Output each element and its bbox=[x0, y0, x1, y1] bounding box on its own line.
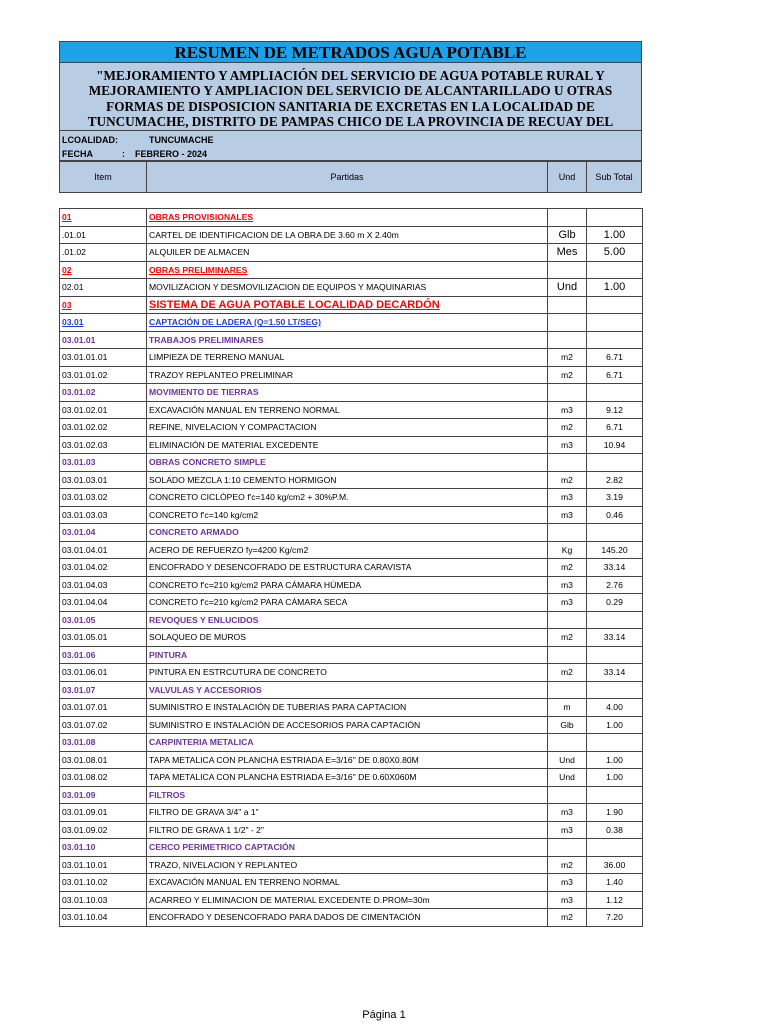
row-item: 03.01.03.02 bbox=[60, 489, 147, 507]
row-partida: TAPA METALICA CON PLANCHA ESTRIADA E=3/16" DE 0.60X060M bbox=[147, 769, 548, 787]
row-partida: TRAZO, NIVELACION Y REPLANTEO bbox=[147, 856, 548, 874]
row-und bbox=[548, 296, 587, 314]
row-subtotal: 7.20 bbox=[587, 909, 643, 927]
row-und bbox=[548, 331, 587, 349]
row-subtotal: 9.12 bbox=[587, 401, 643, 419]
row-und: m3 bbox=[548, 489, 587, 507]
row-und bbox=[548, 454, 587, 472]
row-item: 03.01.01 bbox=[60, 331, 147, 349]
row-item: 03.01.05 bbox=[60, 611, 147, 629]
table-row bbox=[60, 209, 643, 227]
row-und: m2 bbox=[548, 366, 587, 384]
row-subtotal: 0.38 bbox=[587, 821, 643, 839]
table-row bbox=[60, 909, 643, 927]
table-row bbox=[60, 716, 643, 734]
table-row bbox=[60, 506, 643, 524]
table-row bbox=[60, 541, 643, 559]
row-partida: FILTRO DE GRAVA 3/4" a 1" bbox=[147, 804, 548, 822]
table-row bbox=[60, 734, 643, 752]
table-row bbox=[60, 804, 643, 822]
row-subtotal: 1.00 bbox=[587, 751, 643, 769]
table-row bbox=[60, 664, 643, 682]
row-item: 01 bbox=[60, 209, 147, 227]
row-subtotal: 1.00 bbox=[587, 226, 643, 244]
table-row bbox=[60, 349, 643, 367]
row-item: 02 bbox=[60, 261, 147, 279]
row-item: 03.01.09.02 bbox=[60, 821, 147, 839]
row-subtotal: 6.71 bbox=[587, 366, 643, 384]
row-subtotal: 0.29 bbox=[587, 594, 643, 612]
row-und: m3 bbox=[548, 891, 587, 909]
row-partida: SISTEMA DE AGUA POTABLE LOCALIDAD DECARDÓN bbox=[147, 296, 548, 314]
row-partida: MOVILIZACION Y DESMOVILIZACION DE EQUIPOS Y MAQUINARIAS bbox=[147, 279, 548, 297]
row-und: m3 bbox=[548, 506, 587, 524]
table-row bbox=[60, 454, 643, 472]
row-und bbox=[548, 384, 587, 402]
row-und: m2 bbox=[548, 856, 587, 874]
row-subtotal bbox=[587, 331, 643, 349]
row-subtotal bbox=[587, 454, 643, 472]
row-partida: ALQUILER DE ALMACEN bbox=[147, 244, 548, 262]
row-und bbox=[548, 786, 587, 804]
row-und bbox=[548, 734, 587, 752]
row-item: 03.01.07.01 bbox=[60, 699, 147, 717]
row-partida: OBRAS CONCRETO SIMPLE bbox=[147, 454, 548, 472]
row-und bbox=[548, 646, 587, 664]
info-box bbox=[59, 131, 642, 161]
fecha-colon: : bbox=[122, 149, 125, 159]
table-row bbox=[60, 524, 643, 542]
row-und: m3 bbox=[548, 874, 587, 892]
table-row bbox=[60, 314, 643, 332]
header-partidas: Partidas bbox=[147, 162, 548, 192]
row-partida: EXCAVACIÓN MANUAL EN TERRENO NORMAL bbox=[147, 401, 548, 419]
row-partida: CERCO PERIMETRICO CAPTACIÓN bbox=[147, 839, 548, 857]
row-und: Glb bbox=[548, 226, 587, 244]
table-row bbox=[60, 839, 643, 857]
row-partida: FILTROS bbox=[147, 786, 548, 804]
row-und: m2 bbox=[548, 664, 587, 682]
document-title: RESUMEN DE METRADOS AGUA POTABLE bbox=[59, 41, 642, 63]
row-item: 03.01.02 bbox=[60, 384, 147, 402]
metrados-table bbox=[59, 208, 643, 927]
row-item: 03.01.02.03 bbox=[60, 436, 147, 454]
row-partida: CONCRETO f'c=140 kg/cm2 bbox=[147, 506, 548, 524]
row-item: 03.01.04.02 bbox=[60, 559, 147, 577]
row-item: 03.01.03.03 bbox=[60, 506, 147, 524]
row-partida: CAPTACIÓN DE LADERA (Q=1.50 LT/SEG) bbox=[147, 314, 548, 332]
table-row bbox=[60, 786, 643, 804]
row-item: .01.02 bbox=[60, 244, 147, 262]
row-und: m3 bbox=[548, 436, 587, 454]
table-header bbox=[59, 161, 642, 193]
row-item: 03.01.10 bbox=[60, 839, 147, 857]
row-partida: PINTURA bbox=[147, 646, 548, 664]
table-row bbox=[60, 489, 643, 507]
row-subtotal: 33.14 bbox=[587, 559, 643, 577]
row-partida: SUMINISTRO E INSTALACIÓN DE TUBERIAS PARA CAPTACION bbox=[147, 699, 548, 717]
table-row bbox=[60, 436, 643, 454]
row-subtotal bbox=[587, 839, 643, 857]
row-item: 03.01.06 bbox=[60, 646, 147, 664]
row-und: Und bbox=[548, 769, 587, 787]
row-partida: FILTRO DE GRAVA 1 1/2" - 2" bbox=[147, 821, 548, 839]
row-subtotal bbox=[587, 524, 643, 542]
localidad-label: LCOALIDAD: bbox=[62, 135, 118, 145]
row-subtotal: 1.90 bbox=[587, 804, 643, 822]
row-partida: SOLADO MEZCLA 1:10 CEMENTO HORMIGON bbox=[147, 471, 548, 489]
row-partida: TAPA METALICA CON PLANCHA ESTRIADA E=3/16" DE 0.80X0.80M bbox=[147, 751, 548, 769]
row-und: m3 bbox=[548, 594, 587, 612]
row-item: 03.01.06.01 bbox=[60, 664, 147, 682]
row-item: 02.01 bbox=[60, 279, 147, 297]
row-subtotal bbox=[587, 296, 643, 314]
table-row bbox=[60, 699, 643, 717]
row-partida: CONCRETO f'c=210 kg/cm2 PARA CÁMARA SECA bbox=[147, 594, 548, 612]
row-subtotal bbox=[587, 384, 643, 402]
row-item: 03.01.02.02 bbox=[60, 419, 147, 437]
row-item: 03.01.09.01 bbox=[60, 804, 147, 822]
row-subtotal: 2.76 bbox=[587, 576, 643, 594]
row-partida: CARPINTERIA METALICA bbox=[147, 734, 548, 752]
row-partida: ELIMINACIÓN DE MATERIAL EXCEDENTE bbox=[147, 436, 548, 454]
table-row bbox=[60, 629, 643, 647]
row-partida: OBRAS PRELIMINARES bbox=[147, 261, 548, 279]
table-row bbox=[60, 384, 643, 402]
row-item: 03.01.10.03 bbox=[60, 891, 147, 909]
row-item: 03 bbox=[60, 296, 147, 314]
row-und bbox=[548, 839, 587, 857]
table-row bbox=[60, 751, 643, 769]
fecha-value: FEBRERO - 2024 bbox=[135, 149, 208, 159]
row-subtotal: 3.19 bbox=[587, 489, 643, 507]
row-und: m2 bbox=[548, 559, 587, 577]
row-subtotal: 1.00 bbox=[587, 279, 643, 297]
fecha-label: FECHA bbox=[62, 149, 93, 159]
table-row bbox=[60, 419, 643, 437]
row-subtotal bbox=[587, 786, 643, 804]
row-item: 03.01 bbox=[60, 314, 147, 332]
table-row bbox=[60, 331, 643, 349]
table-row bbox=[60, 611, 643, 629]
row-partida: ACERO DE REFUERZO fy=4200 Kg/cm2 bbox=[147, 541, 548, 559]
row-partida: REVOQUES Y ENLUCIDOS bbox=[147, 611, 548, 629]
row-item: 03.01.08 bbox=[60, 734, 147, 752]
row-und bbox=[548, 524, 587, 542]
header-subtotal: Sub Total bbox=[595, 172, 633, 182]
row-und: m3 bbox=[548, 821, 587, 839]
row-item: 03.01.04.04 bbox=[60, 594, 147, 612]
row-und: m3 bbox=[548, 576, 587, 594]
table-row bbox=[60, 401, 643, 419]
header-und: Und bbox=[548, 162, 587, 192]
row-und: Und bbox=[548, 279, 587, 297]
table-row bbox=[60, 594, 643, 612]
row-partida: SUMINISTRO E INSTALACIÓN DE ACCESORIOS PARA CAPTACIÓN bbox=[147, 716, 548, 734]
row-item: 03.01.10.01 bbox=[60, 856, 147, 874]
table-row bbox=[60, 576, 643, 594]
row-partida: CONCRETO CICLÓPEO f'c=140 kg/cm2 + 30%P.M. bbox=[147, 489, 548, 507]
row-subtotal: 2.82 bbox=[587, 471, 643, 489]
row-item: 03.01.07 bbox=[60, 681, 147, 699]
row-subtotal: 10.94 bbox=[587, 436, 643, 454]
row-item: 03.01.10.02 bbox=[60, 874, 147, 892]
row-subtotal: 33.14 bbox=[587, 629, 643, 647]
row-item: 03.01.04.03 bbox=[60, 576, 147, 594]
row-subtotal: 145.20 bbox=[587, 541, 643, 559]
row-item: 03.01.04.01 bbox=[60, 541, 147, 559]
row-und: m2 bbox=[548, 471, 587, 489]
row-und bbox=[548, 314, 587, 332]
row-item: 03.01.01.01 bbox=[60, 349, 147, 367]
row-subtotal: 33.14 bbox=[587, 664, 643, 682]
row-subtotal: 6.71 bbox=[587, 349, 643, 367]
row-item: .01.01 bbox=[60, 226, 147, 244]
row-und: m bbox=[548, 699, 587, 717]
page-footer: Página 1 bbox=[362, 1009, 406, 1021]
row-item: 03.01.03 bbox=[60, 454, 147, 472]
row-und: m2 bbox=[548, 909, 587, 927]
table-row bbox=[60, 856, 643, 874]
row-und: Kg bbox=[548, 541, 587, 559]
row-und bbox=[548, 681, 587, 699]
row-item: 03.01.10.04 bbox=[60, 909, 147, 927]
row-item: 03.01.08.02 bbox=[60, 769, 147, 787]
row-und: m2 bbox=[548, 419, 587, 437]
row-partida: ENCOFRADO Y DESENCOFRADO DE ESTRUCTURA CARAVISTA bbox=[147, 559, 548, 577]
row-partida: CONCRETO ARMADO bbox=[147, 524, 548, 542]
row-und: Und bbox=[548, 751, 587, 769]
row-item: 03.01.09 bbox=[60, 786, 147, 804]
row-subtotal: 36.00 bbox=[587, 856, 643, 874]
table-row bbox=[60, 769, 643, 787]
row-subtotal: 1.00 bbox=[587, 769, 643, 787]
row-item: 03.01.03.01 bbox=[60, 471, 147, 489]
row-und bbox=[548, 209, 587, 227]
row-partida: CONCRETO f'c=210 kg/cm2 PARA CÁMARA HÚMEDA bbox=[147, 576, 548, 594]
row-partida: VALVULAS Y ACCESORIOS bbox=[147, 681, 548, 699]
row-subtotal: 0.46 bbox=[587, 506, 643, 524]
table-body bbox=[60, 209, 643, 927]
row-und: Mes bbox=[548, 244, 587, 262]
table-row bbox=[60, 471, 643, 489]
row-item: 03.01.08.01 bbox=[60, 751, 147, 769]
table-row bbox=[60, 296, 643, 314]
row-partida: MOVIMIENTO DE TIERRAS bbox=[147, 384, 548, 402]
row-item: 03.01.01.02 bbox=[60, 366, 147, 384]
row-item: 03.01.02.01 bbox=[60, 401, 147, 419]
table-row bbox=[60, 261, 643, 279]
table-row bbox=[60, 891, 643, 909]
row-partida: PINTURA EN ESTRCUTURA DE CONCRETO bbox=[147, 664, 548, 682]
header-item: Item bbox=[60, 162, 147, 192]
row-partida: SOLAQUEO DE MUROS bbox=[147, 629, 548, 647]
row-und: m3 bbox=[548, 804, 587, 822]
row-subtotal bbox=[587, 646, 643, 664]
row-subtotal: 1.00 bbox=[587, 716, 643, 734]
row-partida: ENCOFRADO Y DESENCOFRADO PARA DADOS DE CIMENTACIÓN bbox=[147, 909, 548, 927]
row-subtotal: 1.12 bbox=[587, 891, 643, 909]
row-subtotal bbox=[587, 611, 643, 629]
table-row bbox=[60, 821, 643, 839]
row-und bbox=[548, 611, 587, 629]
row-partida: OBRAS PROVISIONALES bbox=[147, 209, 548, 227]
table-row bbox=[60, 681, 643, 699]
row-partida: EXCAVACIÓN MANUAL EN TERRENO NORMAL bbox=[147, 874, 548, 892]
project-description: "MEJORAMIENTO Y AMPLIACIÓN DEL SERVICIO DE AGUA POTABLE RURAL Y MEJORAMIENTO Y AMPLIACION DEL SERVICIO DE ALCANTARILLADO U OTRAS FORMAS DE DISPOSICION SANITARIA DE EXCRETAS EN LA LOCALIDAD DE TUNCUMACHE, DISTRITO DE PAMPAS CHICO DE LA PROVINCIA DE RECUAY DEL bbox=[59, 63, 642, 131]
row-und bbox=[548, 261, 587, 279]
table-row bbox=[60, 646, 643, 664]
row-partida: LIMPIEZA DE TERRENO MANUAL bbox=[147, 349, 548, 367]
row-subtotal bbox=[587, 734, 643, 752]
table-row bbox=[60, 559, 643, 577]
row-subtotal: 6.71 bbox=[587, 419, 643, 437]
row-partida: TRABAJOS PRELIMINARES bbox=[147, 331, 548, 349]
row-subtotal: 1.40 bbox=[587, 874, 643, 892]
row-und: m2 bbox=[548, 349, 587, 367]
row-subtotal: 5.00 bbox=[587, 244, 643, 262]
row-partida: REFINE, NIVELACION Y COMPACTACION bbox=[147, 419, 548, 437]
table-row bbox=[60, 244, 643, 262]
row-und: m3 bbox=[548, 401, 587, 419]
row-subtotal bbox=[587, 681, 643, 699]
table-row bbox=[60, 366, 643, 384]
row-item: 03.01.07.02 bbox=[60, 716, 147, 734]
row-item: 03.01.04 bbox=[60, 524, 147, 542]
table-row bbox=[60, 279, 643, 297]
localidad-value: TUNCUMACHE bbox=[149, 135, 214, 145]
row-subtotal bbox=[587, 209, 643, 227]
row-partida: ACARREO Y ELIMINACION DE MATERIAL EXCEDENTE D.PROM=30m bbox=[147, 891, 548, 909]
row-und: m2 bbox=[548, 629, 587, 647]
row-subtotal bbox=[587, 261, 643, 279]
row-subtotal: 4.00 bbox=[587, 699, 643, 717]
row-partida: CARTEL DE IDENTIFICACION DE LA OBRA DE 3.60 m X 2.40m bbox=[147, 226, 548, 244]
table-row bbox=[60, 226, 643, 244]
row-partida: TRAZOY REPLANTEO PRELIMINAR bbox=[147, 366, 548, 384]
table-row bbox=[60, 874, 643, 892]
row-subtotal bbox=[587, 314, 643, 332]
row-und: Glb bbox=[548, 716, 587, 734]
row-item: 03.01.05.01 bbox=[60, 629, 147, 647]
